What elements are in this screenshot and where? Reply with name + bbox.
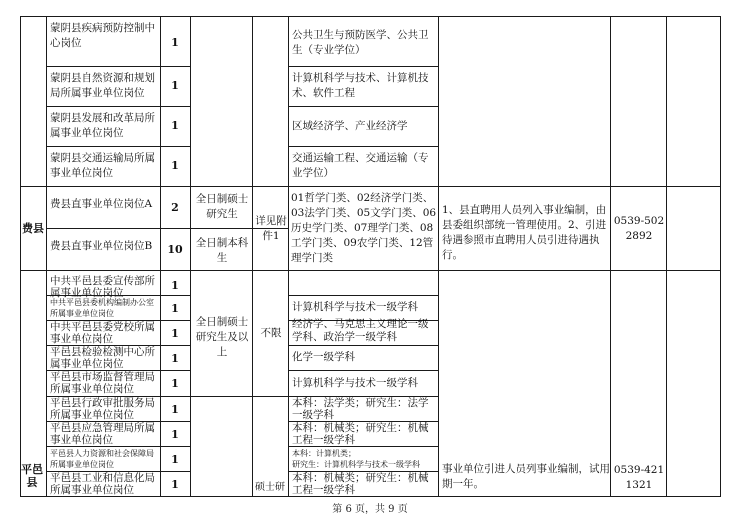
education-cell: 硕士研 (255, 482, 285, 493)
post-count: 1 (171, 352, 179, 365)
col-border (46, 16, 47, 497)
page-footer: 第 6 页，共 9 页 (332, 504, 408, 515)
col-border (288, 16, 289, 497)
post-count: 1 (171, 453, 179, 466)
requirement-cell: 详见附件1 (255, 215, 287, 242)
row-divider (46, 106, 190, 107)
major-cell: 研究生：计算机科学与技术一级学科 (292, 460, 420, 469)
post-name: 蒙阴县疾病预防控制中心岗位 (50, 22, 155, 49)
col-border (666, 16, 667, 497)
post-name: 平邑县人力资源和社会保障局所属事业单位岗位 (50, 449, 154, 469)
post-count: 1 (171, 403, 179, 416)
col-border (720, 16, 721, 497)
post-name: 平邑县检验检测中心所属事业单位岗位 (50, 346, 155, 370)
row-divider (288, 370, 438, 371)
col-border (20, 16, 21, 497)
phone-cell: 0539-4211321 (613, 464, 665, 491)
row-divider (288, 295, 438, 296)
major-cell: 交通运输工程、交通运输（专业学位） (292, 152, 429, 179)
major-cell: 化学一级学科 (292, 351, 355, 363)
major-cell: 本科：计算机类； (292, 449, 356, 458)
education-cell: 全日制本科生 (195, 237, 249, 264)
post-name: 平邑县应急管理局所属事业单位岗位 (50, 422, 155, 446)
post-count: 1 (171, 428, 179, 441)
county-label: 平邑县 (21, 463, 43, 489)
major-cell: 本科：机械类；研究生：机械工程一级学科 (292, 472, 429, 496)
education-cell: 全日制硕士研究生及以上 (195, 316, 249, 358)
row-divider (46, 146, 190, 147)
row-divider (288, 106, 438, 107)
major-cell: 01哲学门类、02经济学门类、03法学门类、05文学门类、06历史学门类、07理学门类、08工学门类、09农学门类、12管理学门类 (291, 192, 437, 264)
col-border (610, 16, 611, 497)
table-top-border (20, 16, 720, 17)
requirement-cell: 不限 (260, 327, 282, 339)
col-border (252, 16, 253, 497)
post-count: 2 (171, 201, 179, 214)
post-name: 平邑县市场监督管理局所属事业单位岗位 (50, 371, 155, 395)
post-count: 1 (171, 159, 179, 172)
post-count: 1 (171, 327, 179, 340)
row-divider (288, 146, 438, 147)
county-label: 费县 (22, 222, 44, 235)
post-name: 蒙阴县交通运输局所属事业单位岗位 (50, 152, 155, 179)
remark-cell: 1、县直聘用人员列入事业编制，由县委组织部统一管理使用。2、引进待遇参照市直聘用人员引进待遇执行。 (442, 204, 607, 261)
group-divider (20, 186, 720, 187)
post-count: 1 (171, 377, 179, 390)
post-count: 1 (171, 478, 179, 491)
post-name: 蒙阴县发展和改革局所属事业单位岗位 (50, 112, 155, 139)
col-border (438, 16, 439, 497)
post-count: 1 (171, 79, 179, 92)
post-count: 10 (167, 243, 183, 256)
row-divider (46, 446, 190, 447)
major-cell: 公共卫生与预防医学、公共卫生（专业学位） (292, 29, 429, 56)
row-divider (288, 345, 438, 346)
major-cell: 本科：法学类；研究生：法学一级学科 (292, 397, 429, 421)
post-name: 平邑县工业和信息化局所属事业单位岗位 (50, 472, 155, 496)
row-divider (288, 66, 438, 67)
remark-cell: 事业单位引进人员列事业编制，试用期一年。 (442, 463, 610, 490)
post-count: 1 (171, 302, 179, 315)
post-name: 费县直事业单位岗位A (50, 198, 153, 210)
row-divider (46, 66, 190, 67)
col-border (190, 16, 191, 497)
row-divider (288, 446, 438, 447)
major-cell: 计算机科学与技术一级学科 (292, 377, 418, 389)
post-name: 中共平邑县委宣传部所属事业单位岗位 (50, 275, 155, 299)
post-name: 费县直事业单位岗位B (50, 240, 153, 252)
major-cell: 计算机科学与技术、计算机技术、软件工程 (292, 72, 429, 99)
post-count: 1 (171, 279, 179, 292)
post-name: 中共平邑县委机构编制办公室所属事业单位岗位 (50, 298, 154, 318)
major-cell: 计算机科学与技术一级学科 (292, 301, 418, 313)
phone-cell: 0539-5022892 (613, 215, 665, 242)
post-name: 中共平邑县委党校所属事业单位岗位 (50, 321, 155, 345)
major-cell: 区域经济学、产业经济学 (292, 120, 408, 132)
post-name: 平邑县行政审批服务局所属事业单位岗位 (50, 397, 155, 421)
group-divider (20, 270, 720, 271)
education-cell: 全日制硕士研究生 (195, 193, 249, 220)
major-cell: 经济学、马克思主义理论一级学科、政治学一级学科 (292, 318, 429, 343)
major-cell: 本科：机械类；研究生：机械工程一级学科 (292, 422, 429, 446)
post-count: 1 (171, 36, 179, 49)
table-bottom-border (20, 496, 720, 497)
post-name: 蒙阴县自然资源和规划局所属事业单位岗位 (50, 72, 155, 99)
post-count: 1 (171, 119, 179, 132)
